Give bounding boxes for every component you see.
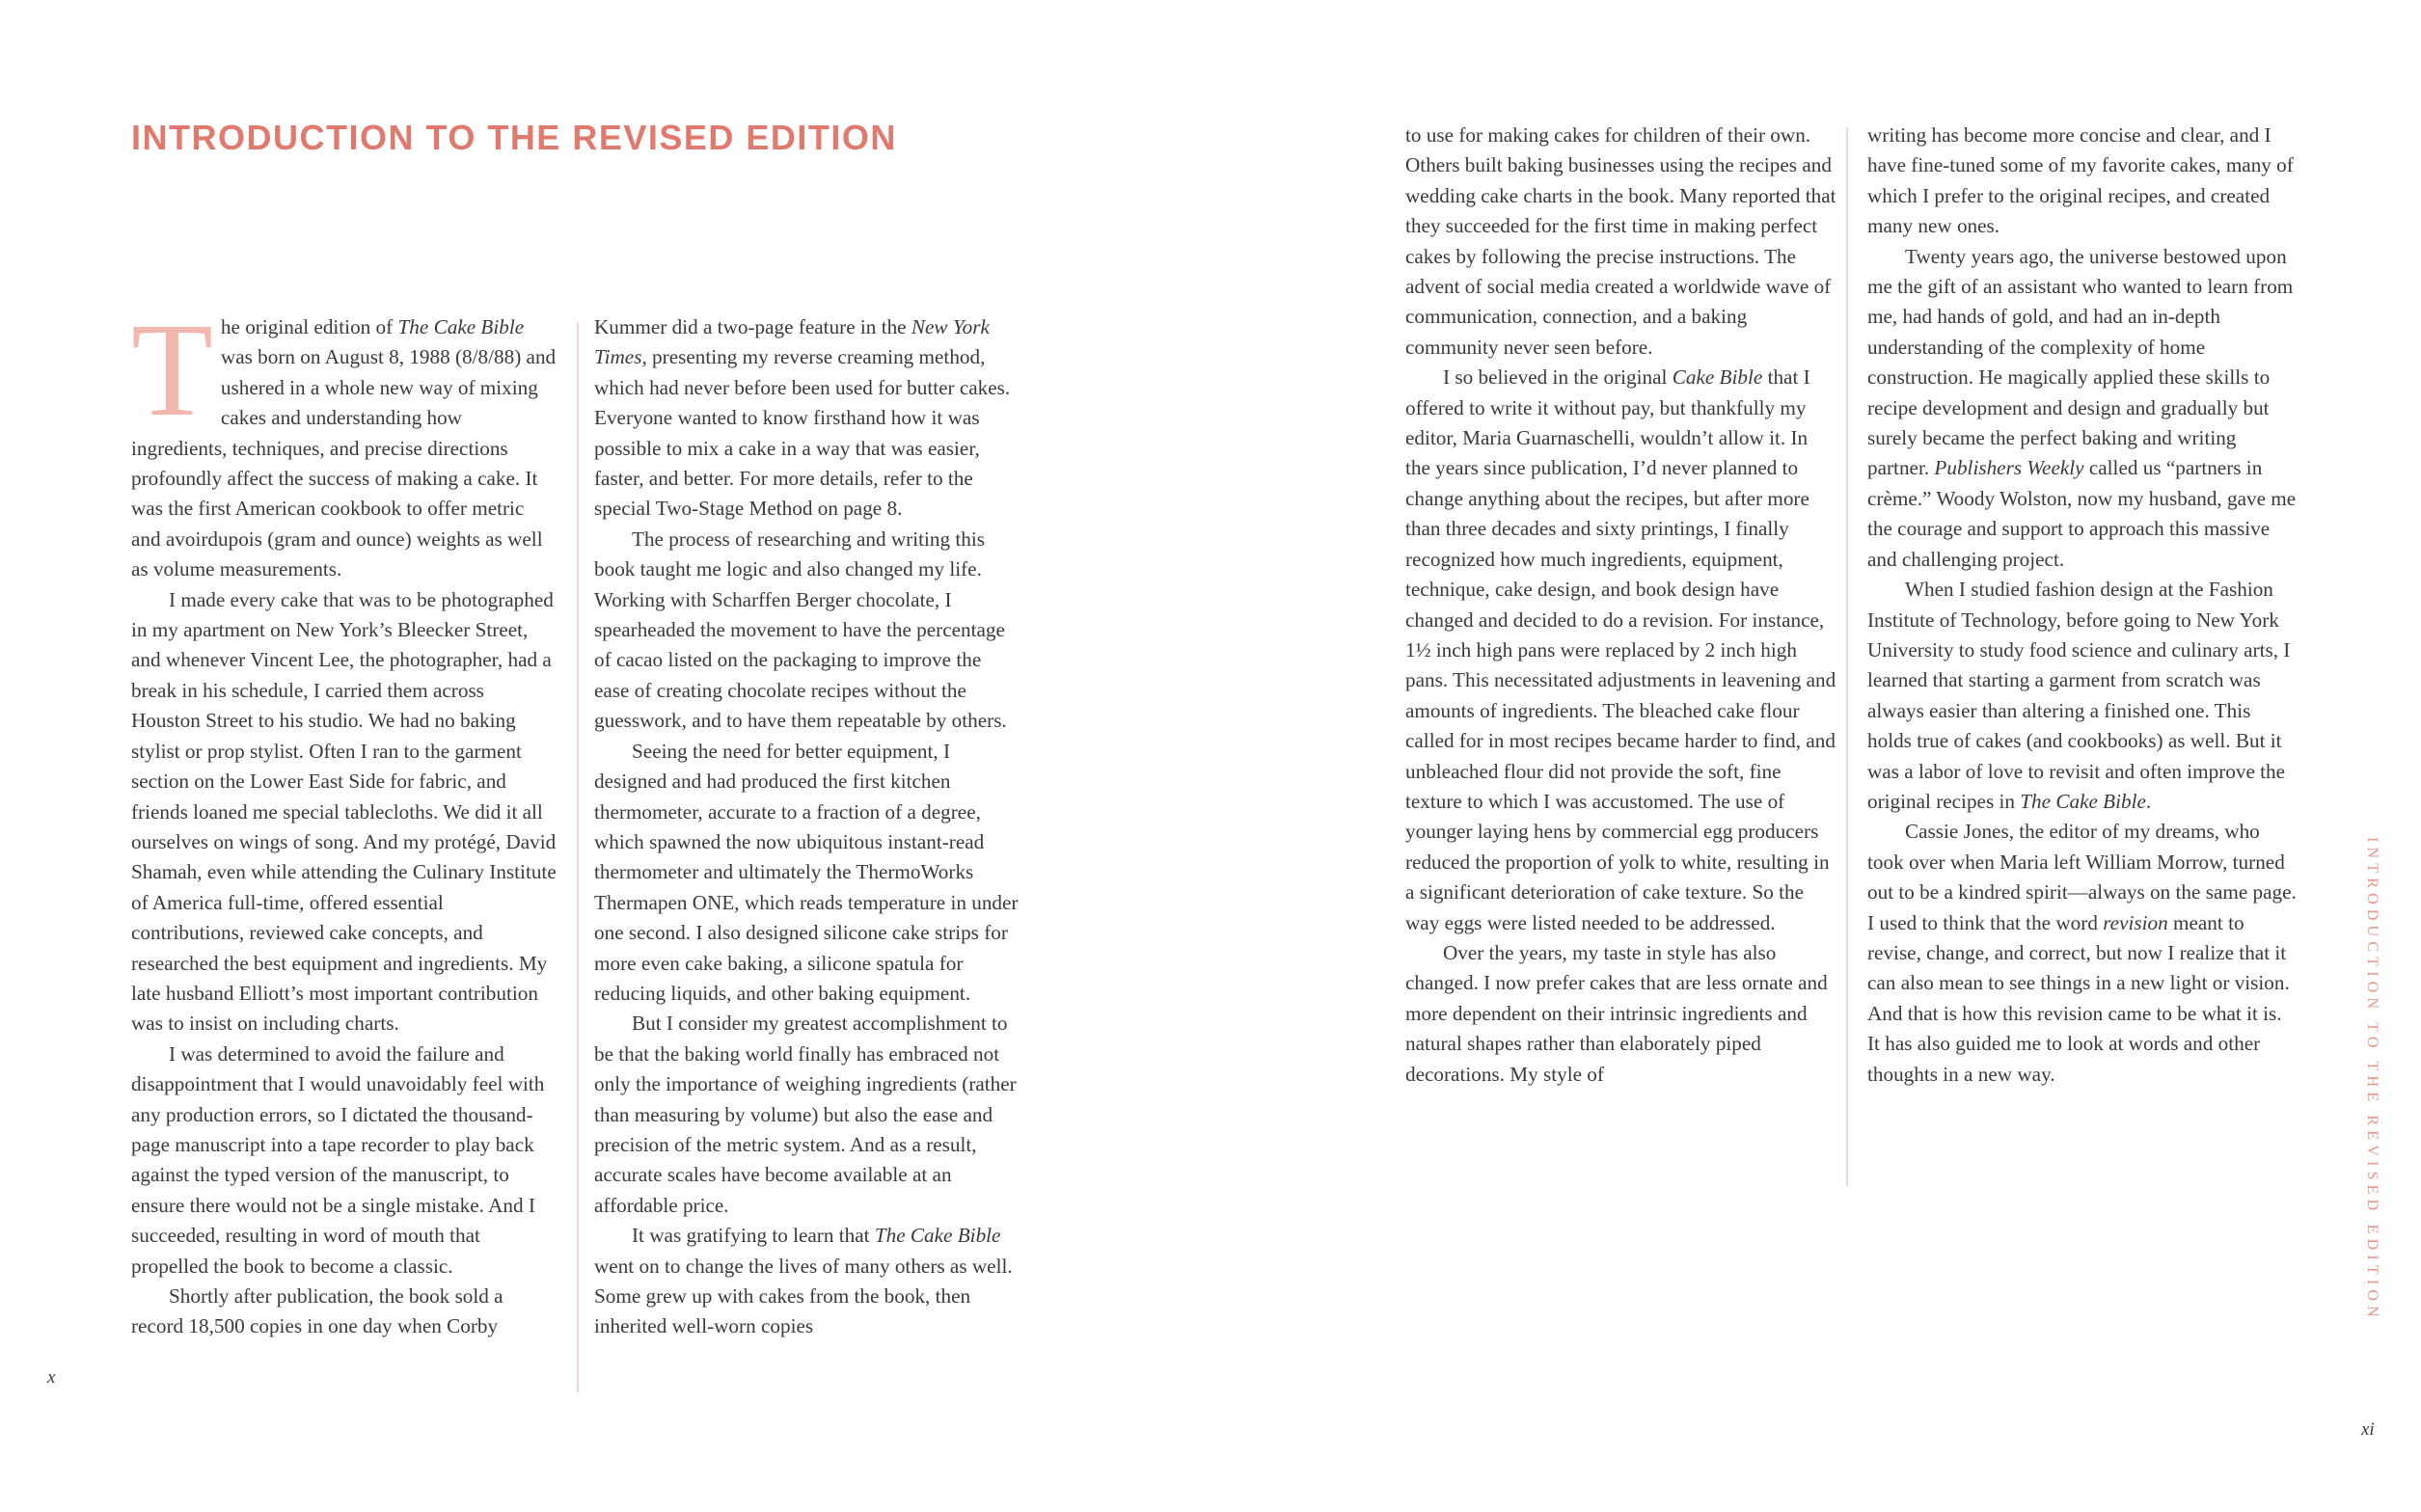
emphasized-word: revision xyxy=(2103,910,2168,934)
text-run: went on to change the lives of many others as well. Some grew up with cakes from the book, then inherited well-worn copies xyxy=(594,1254,1013,1338)
paragraph xyxy=(1867,575,2298,817)
text-column-2 xyxy=(594,312,1020,1342)
column-rule xyxy=(577,322,579,1392)
paragraph: Shortly after publication, the book sold a record 18,500 copies in one day when Corby xyxy=(131,1284,503,1338)
text-run: Twenty years ago, the universe bestowed upon me the gift of an assistant who wanted to learn from me, had hands of gold, and had an in-depth understanding of the complexity of home construction. He magically applied these skills to recipe development and design and gradually but surely became the perfect baking and writing partner. xyxy=(1867,244,2294,480)
text-run: called us “partners in crème.” Woody Wolston, now my husband, gave me the courage and support to approach this massive and challenging project. xyxy=(1867,456,2297,571)
paragraph: I was determined to avoid the failure and disappointment that I would unavoidably feel with any production errors, so I dictated the thousand-page manuscript into a tape recorder to play back against the typed version of the manuscript, to ensure there would not be a single mistake. And I succeeded, resulting in word of mouth that propelled the book to become a classic. xyxy=(131,1041,545,1278)
paragraph: The process of researching and writing this book taught me logic and also changed my life. Working with Scharffen Berger chocolate, I spearheaded the movement to have the percentage of cacao listed on the packaging to improve the ease of creating chocolate recipes without the guesswork, and to have them repeatable by others. xyxy=(594,526,1007,733)
text-run: presenting my reverse creaming method, which had never before been used for butter cakes. Everyone wanted to know firsthand how it was possible to mix a cake in a way that was easier, faster, and better. For more details, refer to the special Two-Stage Method on page 8. xyxy=(594,345,1011,521)
text-run: It was gratifying to learn that xyxy=(632,1224,875,1248)
book-title: The Cake Bible xyxy=(874,1224,1001,1248)
text-run: Kummer did a two-page feature in the xyxy=(594,315,911,338)
running-head-vertical: INTRODUCTION TO THE REVISED EDITION xyxy=(2364,837,2380,1322)
column-rule xyxy=(1846,127,1848,1186)
page-number-left: x xyxy=(47,1367,56,1388)
text-run: was born on August 8, 1988 (8/8/88) and ushered in a whole new way of mixing cakes and understanding how ingredients, techniques, and precise directions profoundly affect the success of making a cake. It was the first American cookbook to offer metric and avoirdupois (gram and ounce) weights as well as volume measurements. xyxy=(131,345,557,581)
publication-name: New York Times, xyxy=(594,315,990,369)
text-column-4 xyxy=(1867,121,2298,1090)
paragraph xyxy=(1405,363,1837,938)
paragraph: Over the years, my taste in style has also changed. I now prefer cakes that are less ornate and more dependent on their intrinsic ingredients and natural shapes rather than elaborately piped decorations. My style of xyxy=(1405,940,1828,1086)
paragraph: I made every cake that was to be photographed in my apartment on New York’s Bleecker Street, and whenever Vincent Lee, the photographer, had a break in his schedule, I carried them across Houston Street to his studio. We had no baking stylist or prop stylist. Often I ran to the garment section on the Lower East Side for fabric, and friends loaned me special tablecloths. We did it all ourselves on wings of song. And my protégé, David Shamah, even while attending the Culinary Institute of America full-time, offered essential contributions, reviewed cake concepts, and researched the best equipment and ingredients. My late husband Elliott’s most important contribution was to insist on including charts. xyxy=(131,587,557,1036)
paragraph xyxy=(1867,242,2298,575)
text-run: Cassie Jones, the editor of my dreams, who took over when Maria left William Morrow, turned out to be a kindred spirit—always on the same page. I used to think that the word xyxy=(1867,820,2297,934)
paragraph xyxy=(594,1221,1020,1342)
page-title: INTRODUCTION TO THE REVISED EDITION xyxy=(131,118,897,157)
paragraph: writing has become more concise and clear, and I have fine-tuned some of my favorite cakes, many of which I prefer to the original recipes, and created many new ones. xyxy=(1867,123,2294,238)
paragraph: to use for making cakes for children of their own. Others built baking businesses using the recipes and wedding cake charts in the book. Many reported that they succeeded for the first time in making perfect cakes by following the precise instructions. The advent of social media created a worldwide wave of communication, connection, and a baking community never seen before. xyxy=(1405,123,1836,359)
paragraph: Seeing the need for better equipment, I designed and had produced the first kitchen thermometer, accurate to a fraction of a degree, which spawned the now ubiquitous instant-read thermometer and ultimately the ThermoWorks Thermapen ONE, which reads temperature in under one second. I also designed silicone cake strips for more even cake baking, a silicone spatula for reducing liquids, and other baking equipment. xyxy=(594,739,1019,1005)
publication-name: Publishers Weekly xyxy=(1934,456,2084,480)
text-run: . xyxy=(2145,789,2152,813)
text-column-3 xyxy=(1405,121,1837,1090)
text-run: meant to revise, change, and correct, but now I realize that it can also mean to see things in a new light or vision. And that is how this revision came to be what it is. It has also guided me to look at words and other thoughts in a new way. xyxy=(1867,910,2290,1086)
page-number-right: xi xyxy=(2361,1419,2375,1440)
paragraph xyxy=(594,312,1020,525)
book-title: The Cake Bible xyxy=(397,315,525,338)
book-title: The Cake Bible xyxy=(2020,789,2146,813)
paragraph xyxy=(1867,817,2298,1090)
drop-cap: T xyxy=(131,296,213,445)
text-run: When I studied fashion design at the Fashion Institute of Technology, before going to New York University to study food science and culinary arts, I learned that starting a garment from scratch was always easier than altering a finished one. This holds true of cakes (and cookbooks) as well. But it was a labor of love to revisit and often improve the original recipes in xyxy=(1867,578,2291,813)
book-title: Cake Bible xyxy=(1672,365,1763,390)
paragraph: But I consider my greatest accomplishment to be that the baking world finally has embraced not only the importance of weighing ingredients (rather than measuring by volume) but also the ease and precision of the metric system. And as a result, accurate scales have become available at an affordable price. xyxy=(594,1012,1017,1217)
text-run: I so believed in the original xyxy=(1443,365,1673,390)
text-column-1 xyxy=(131,296,558,1342)
text-run: he original edition of xyxy=(220,315,398,338)
text-run: that I offered to write it without pay, but thankfully my editor, Maria Guarnaschelli, wouldn’t allow it. In the years since publication, I’d never planned to change anything about the recipes, but after more than three decades and sixty printings, I finally recognized how much ingredients, equipment, technique, cake design, and book design have changed and decided to do a revision. For instance, 1½ inch high pans were replaced by 2 inch high pans. This necessitated adjustments in leavening and amounts of ingredients. The bleached cake flour called for in most recipes became harder to find, and unbleached flour did not provide the soft, fine texture to which I was accustomed. The use of younger laying hens by commercial egg producers reduced the proportion of yolk to white, resulting in a significant deterioration of cake texture. So the way eggs were listed needed to be addressed. xyxy=(1405,365,1836,934)
